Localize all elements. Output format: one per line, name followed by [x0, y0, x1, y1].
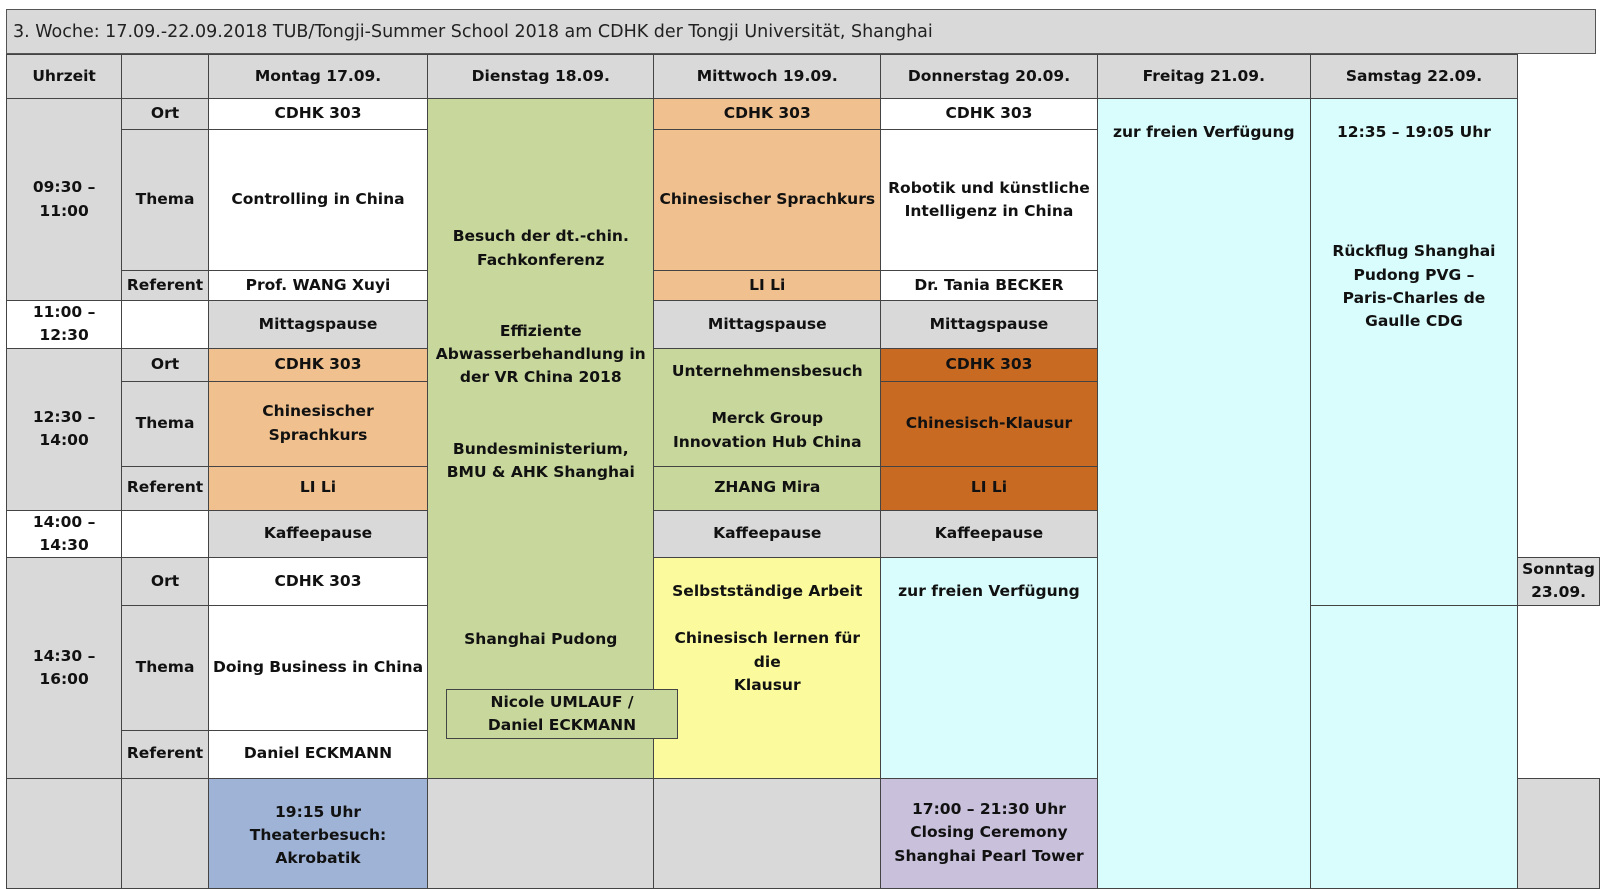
label-referent: Referent — [122, 271, 209, 301]
header-time: Uhrzeit — [7, 55, 122, 99]
header-samstag: Samstag 22.09. — [1310, 55, 1517, 99]
dienstag-referent-line-2: Daniel ECKMANN — [487, 716, 637, 734]
montag-s3-ort: CDHK 303 — [208, 348, 427, 381]
montag-evening-event: Theaterbesuch: Akrobatik — [249, 825, 387, 867]
dienstag-line-6: Bundesministerium, — [452, 439, 629, 458]
label-empty-4 — [122, 510, 209, 558]
donnerstag-evening-line-1: 17:00 – 21:30 Uhr — [912, 800, 1066, 819]
dienstag-referent — [446, 689, 678, 739]
dienstag-line-2: Fachkonferenz — [477, 250, 605, 269]
dienstag-evening-empty — [428, 778, 654, 888]
page-title: 3. Woche: 17.09.-22.09.2018 TUB/Tongji-Summer School 2018 am CDHK der Tongji Universität, Shanghai — [6, 9, 1596, 54]
header-dienstag: Dienstag 18.09. — [428, 55, 654, 99]
label-ort-3: Ort — [122, 348, 209, 381]
dienstag-block — [428, 99, 654, 779]
donnerstag-s3-referent: LI Li — [881, 466, 1098, 510]
donnerstag-s3-thema: Chinesisch-Klausur — [881, 381, 1098, 466]
header-donnerstag: Donnerstag 20.09. — [881, 55, 1098, 99]
label-ort-5: Ort — [122, 558, 209, 606]
montag-s3-thema: Chinesischer Sprachkurs — [208, 381, 427, 466]
mittwoch-s1-thema: Chinesischer Sprachkurs — [654, 130, 881, 271]
samstag-time: 12:35 – 19:05 Uhr — [1337, 123, 1491, 141]
montag-s5-thema: Doing Business in China — [208, 605, 427, 730]
label-thema-3: Thema — [122, 381, 209, 466]
montag-coffee: Kaffeepause — [208, 510, 427, 558]
donnerstag-s1-thema — [881, 130, 1098, 271]
freitag-evening-empty — [1518, 778, 1600, 888]
donnerstag-s1-ort: CDHK 303 — [881, 99, 1098, 130]
mittwoch-s3-line-2: Merck Group — [711, 409, 824, 428]
sonntag-header: Sonntag 23.09. — [1518, 558, 1600, 606]
mittwoch-s3-line-1: Unternehmensbesuch — [671, 362, 863, 381]
sonntag-block — [1310, 605, 1517, 888]
donnerstag-lunch: Mittagspause — [881, 301, 1098, 349]
montag-evening-time: 19:15 Uhr — [275, 802, 361, 821]
label-thema: Thema — [122, 130, 209, 271]
header-label-empty — [122, 55, 209, 99]
donnerstag-s5-block: zur freien Verfügung — [881, 558, 1098, 779]
label-thema-5: Thema — [122, 605, 209, 730]
header-montag: Montag 17.09. — [208, 55, 427, 99]
donnerstag-s1-thema-line-2: Intelligenz in China — [904, 202, 1074, 220]
dienstag-line-5: der VR China 2018 — [459, 368, 622, 387]
mittwoch-s5-line-3: Klausur — [733, 675, 801, 694]
label-referent-3: Referent — [122, 466, 209, 510]
mittwoch-s3-referent: ZHANG Mira — [654, 466, 881, 510]
freitag-block: zur freien Verfügung — [1097, 99, 1310, 889]
montag-s1-referent: Prof. WANG Xuyi — [208, 271, 427, 301]
dienstag-line-8: Shanghai Pudong — [464, 630, 618, 648]
time-slot-3: 12:30 – 14:00 — [7, 348, 122, 510]
dienstag-line-4: Abwasserbehandlung in — [435, 345, 646, 363]
donnerstag-coffee: Kaffeepause — [881, 510, 1098, 558]
donnerstag-s1-thema-line-1: Robotik und künstliche — [888, 178, 1090, 197]
samstag-flight-4: Gaulle CDG — [1365, 312, 1463, 330]
header-freitag: Freitag 21.09. — [1097, 55, 1310, 99]
label-referent-5: Referent — [122, 730, 209, 778]
mittwoch-s3-block — [654, 348, 881, 466]
mittwoch-s3-line-3: Innovation Hub China — [672, 432, 862, 451]
label-empty-2 — [122, 301, 209, 349]
samstag-block — [1310, 99, 1517, 606]
montag-s1-ort: CDHK 303 — [208, 99, 427, 130]
mittwoch-s1-referent: LI Li — [654, 271, 881, 301]
time-slot-1: 09:30 – 11:00 — [7, 99, 122, 301]
montag-s5-ort: CDHK 303 — [208, 558, 427, 606]
donnerstag-evening-line-2: Closing Ceremony — [910, 823, 1068, 842]
donnerstag-evening-line-3: Shanghai Pearl Tower — [894, 846, 1084, 865]
dienstag-line-7: BMU & AHK Shanghai — [446, 462, 635, 481]
montag-s1-thema: Controlling in China — [208, 130, 427, 271]
montag-lunch: Mittagspause — [208, 301, 427, 349]
time-slot-2: 11:00 – 12:30 — [7, 301, 122, 349]
mittwoch-s5-line-2: Chinesisch lernen für die — [674, 629, 861, 671]
donnerstag-evening — [881, 778, 1098, 888]
mittwoch-s1-ort: CDHK 303 — [654, 99, 881, 130]
dienstag-line-1: Besuch der dt.-chin. — [452, 227, 629, 246]
donnerstag-s3-ort: CDHK 303 — [881, 348, 1098, 381]
mittwoch-s5-block — [654, 558, 881, 779]
mittwoch-evening-empty — [654, 778, 881, 888]
time-slot-5: 14:30 – 16:00 — [7, 558, 122, 779]
dienstag-referent-line-1: Nicole UMLAUF / — [490, 692, 634, 711]
evening-label-empty — [122, 778, 209, 888]
samstag-flight-1: Rückflug Shanghai — [1332, 242, 1496, 261]
mittwoch-lunch: Mittagspause — [654, 301, 881, 349]
samstag-flight-2: Pudong PVG – — [1353, 265, 1475, 284]
evening-time-empty — [7, 778, 122, 888]
montag-s5-referent: Daniel ECKMANN — [208, 730, 427, 778]
mittwoch-s5-line-1: Selbstständige Arbeit — [672, 582, 863, 600]
label-ort: Ort — [122, 99, 209, 130]
montag-s3-referent: LI Li — [208, 466, 427, 510]
montag-evening — [208, 778, 427, 888]
schedule-table — [6, 54, 1600, 889]
header-mittwoch: Mittwoch 19.09. — [654, 55, 881, 99]
dienstag-line-3: Effiziente — [499, 321, 582, 340]
mittwoch-coffee: Kaffeepause — [654, 510, 881, 558]
samstag-flight-3: Paris-Charles de — [1342, 288, 1486, 307]
donnerstag-s1-referent: Dr. Tania BECKER — [881, 271, 1098, 301]
time-slot-4: 14:00 – 14:30 — [7, 510, 122, 558]
